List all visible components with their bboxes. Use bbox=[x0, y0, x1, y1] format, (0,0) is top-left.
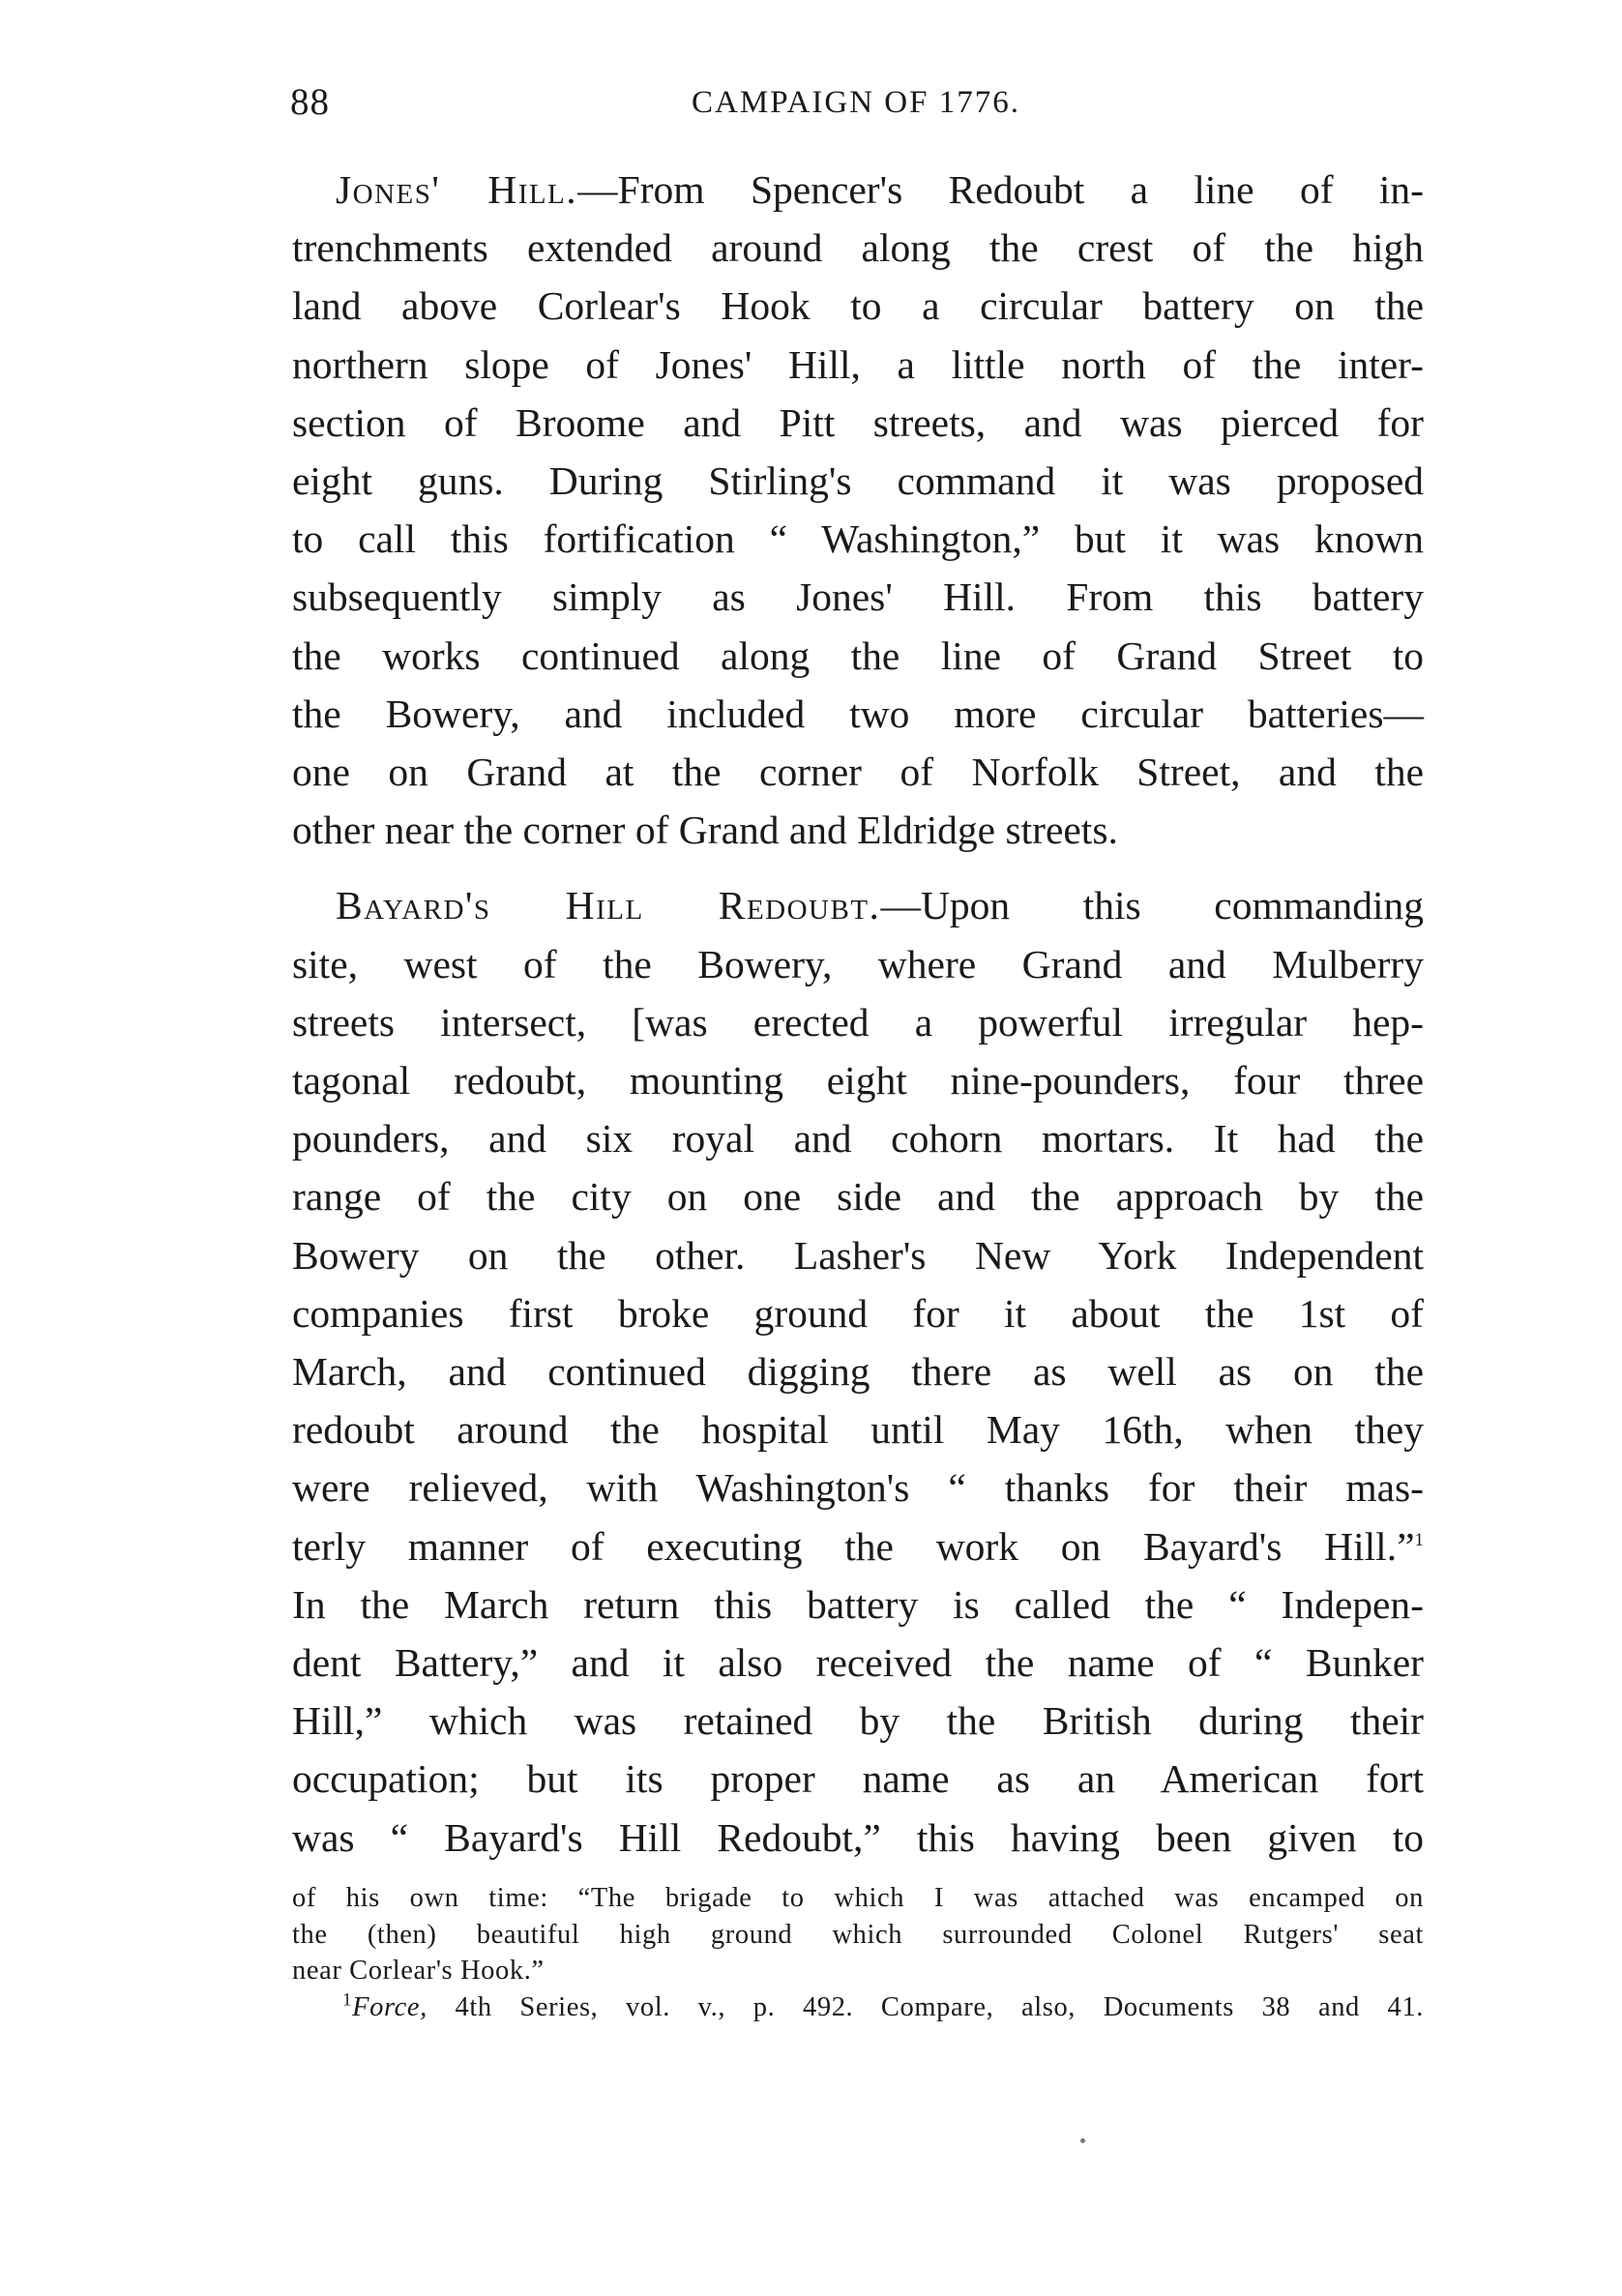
text-line: occupation; but its proper name as an American fort bbox=[292, 1756, 1424, 1802]
text-line: Jones' Hill.—From Spencer's Redoubt a line of in- bbox=[336, 167, 1424, 212]
text-line: range of the city on one side and the approach by the bbox=[292, 1174, 1424, 1220]
footnote-continued-line: the (then) beautiful high ground which surrounded Colonel Rutgers' seat bbox=[292, 1919, 1424, 1950]
footnote-continued-line: of his own time: “The brigade to which I was attached was encamped on bbox=[292, 1883, 1424, 1913]
running-head bbox=[290, 74, 1422, 132]
footnote-source: Force, bbox=[352, 1991, 428, 2022]
text-line: tagonal redoubt, mounting eight nine-pounders, four three bbox=[292, 1058, 1424, 1104]
text-line: Bayard's Hill Redoubt.—Upon this commanding bbox=[336, 883, 1424, 928]
paragraph-jones-hill bbox=[292, 161, 1424, 859]
text-line: eight guns. During Stirling's command it was proposed bbox=[292, 458, 1424, 504]
text-line: streets intersect, [was erected a powerful irregular hep- bbox=[292, 999, 1424, 1045]
text-line: was “ Bayard's Hill Redoubt,” this having been given to bbox=[292, 1814, 1424, 1860]
text-line: companies first broke ground for it about the 1st of bbox=[292, 1290, 1424, 1336]
text-line: pounders, and six royal and cohorn mortars. It had the bbox=[292, 1116, 1424, 1162]
text-line: terly manner of executing the work on Bayard's Hill.”$^1$ bbox=[292, 1523, 1424, 1569]
running-title: CAMPAIGN OF 1776. bbox=[692, 85, 1020, 120]
text-line: site, west of the Bowery, where Grand and Mulberry bbox=[292, 941, 1424, 986]
section-heading: Jones' Hill. bbox=[336, 167, 578, 212]
text-line: trenchments extended around along the crest of the high bbox=[292, 225, 1424, 271]
text-line: section of Broome and Pitt streets, and was pierced for bbox=[292, 399, 1424, 445]
text-line: to call this fortification “ Washington,” but it was known bbox=[292, 516, 1424, 562]
text-line: the works continued along the line of Grand Street to bbox=[292, 633, 1424, 678]
paragraph-bayards-hill bbox=[292, 876, 1424, 1866]
text-line: Bowery on the other. Lasher's New York Independent bbox=[292, 1232, 1424, 1278]
page-number: 88 bbox=[290, 81, 330, 123]
footnotes bbox=[292, 1880, 1424, 2025]
text-line: other near the corner of Grand and Eldridge streets. bbox=[292, 808, 1118, 853]
footnote-1 bbox=[292, 1989, 1424, 2026]
section-heading: Bayard's Hill Redoubt. bbox=[336, 883, 881, 928]
footnote-marker: 1 bbox=[342, 1989, 353, 2010]
text-line: one on Grand at the corner of Norfolk Street, and the bbox=[292, 750, 1424, 795]
text-line: dent Battery,” and it also received the name of “ Bunker bbox=[292, 1640, 1424, 1686]
text-line: the Bowery, and included two more circular batteries— bbox=[292, 691, 1424, 736]
footnote-text: 4th Series, vol. v., p. 492. Compare, also, Documents 38 and 41. bbox=[427, 1991, 1424, 2022]
footnote-reference[interactable]: 1 bbox=[1414, 1529, 1424, 1550]
text-line: In the March return this battery is called the “ Indepen- bbox=[292, 1581, 1424, 1627]
text-line: land above Corlear's Hook to a circular battery on the bbox=[292, 283, 1424, 329]
text-line: March, and continued digging there as well as on the bbox=[292, 1349, 1424, 1395]
footnote-continued-line: near Corlear's Hook.” bbox=[292, 1956, 545, 1986]
stray-ink-dot bbox=[1080, 2138, 1085, 2143]
body-text bbox=[292, 161, 1424, 1884]
text-line: were relieved, with Washington's “ thanks for their mas- bbox=[292, 1465, 1424, 1511]
text-line: redoubt around the hospital until May 16th, when they bbox=[292, 1407, 1424, 1453]
text-line: northern slope of Jones' Hill, a little north of the inter- bbox=[292, 341, 1424, 387]
text-line: Hill,” which was retained by the British during their bbox=[292, 1698, 1424, 1744]
text-line: subsequently simply as Jones' Hill. From this battery bbox=[292, 574, 1424, 620]
